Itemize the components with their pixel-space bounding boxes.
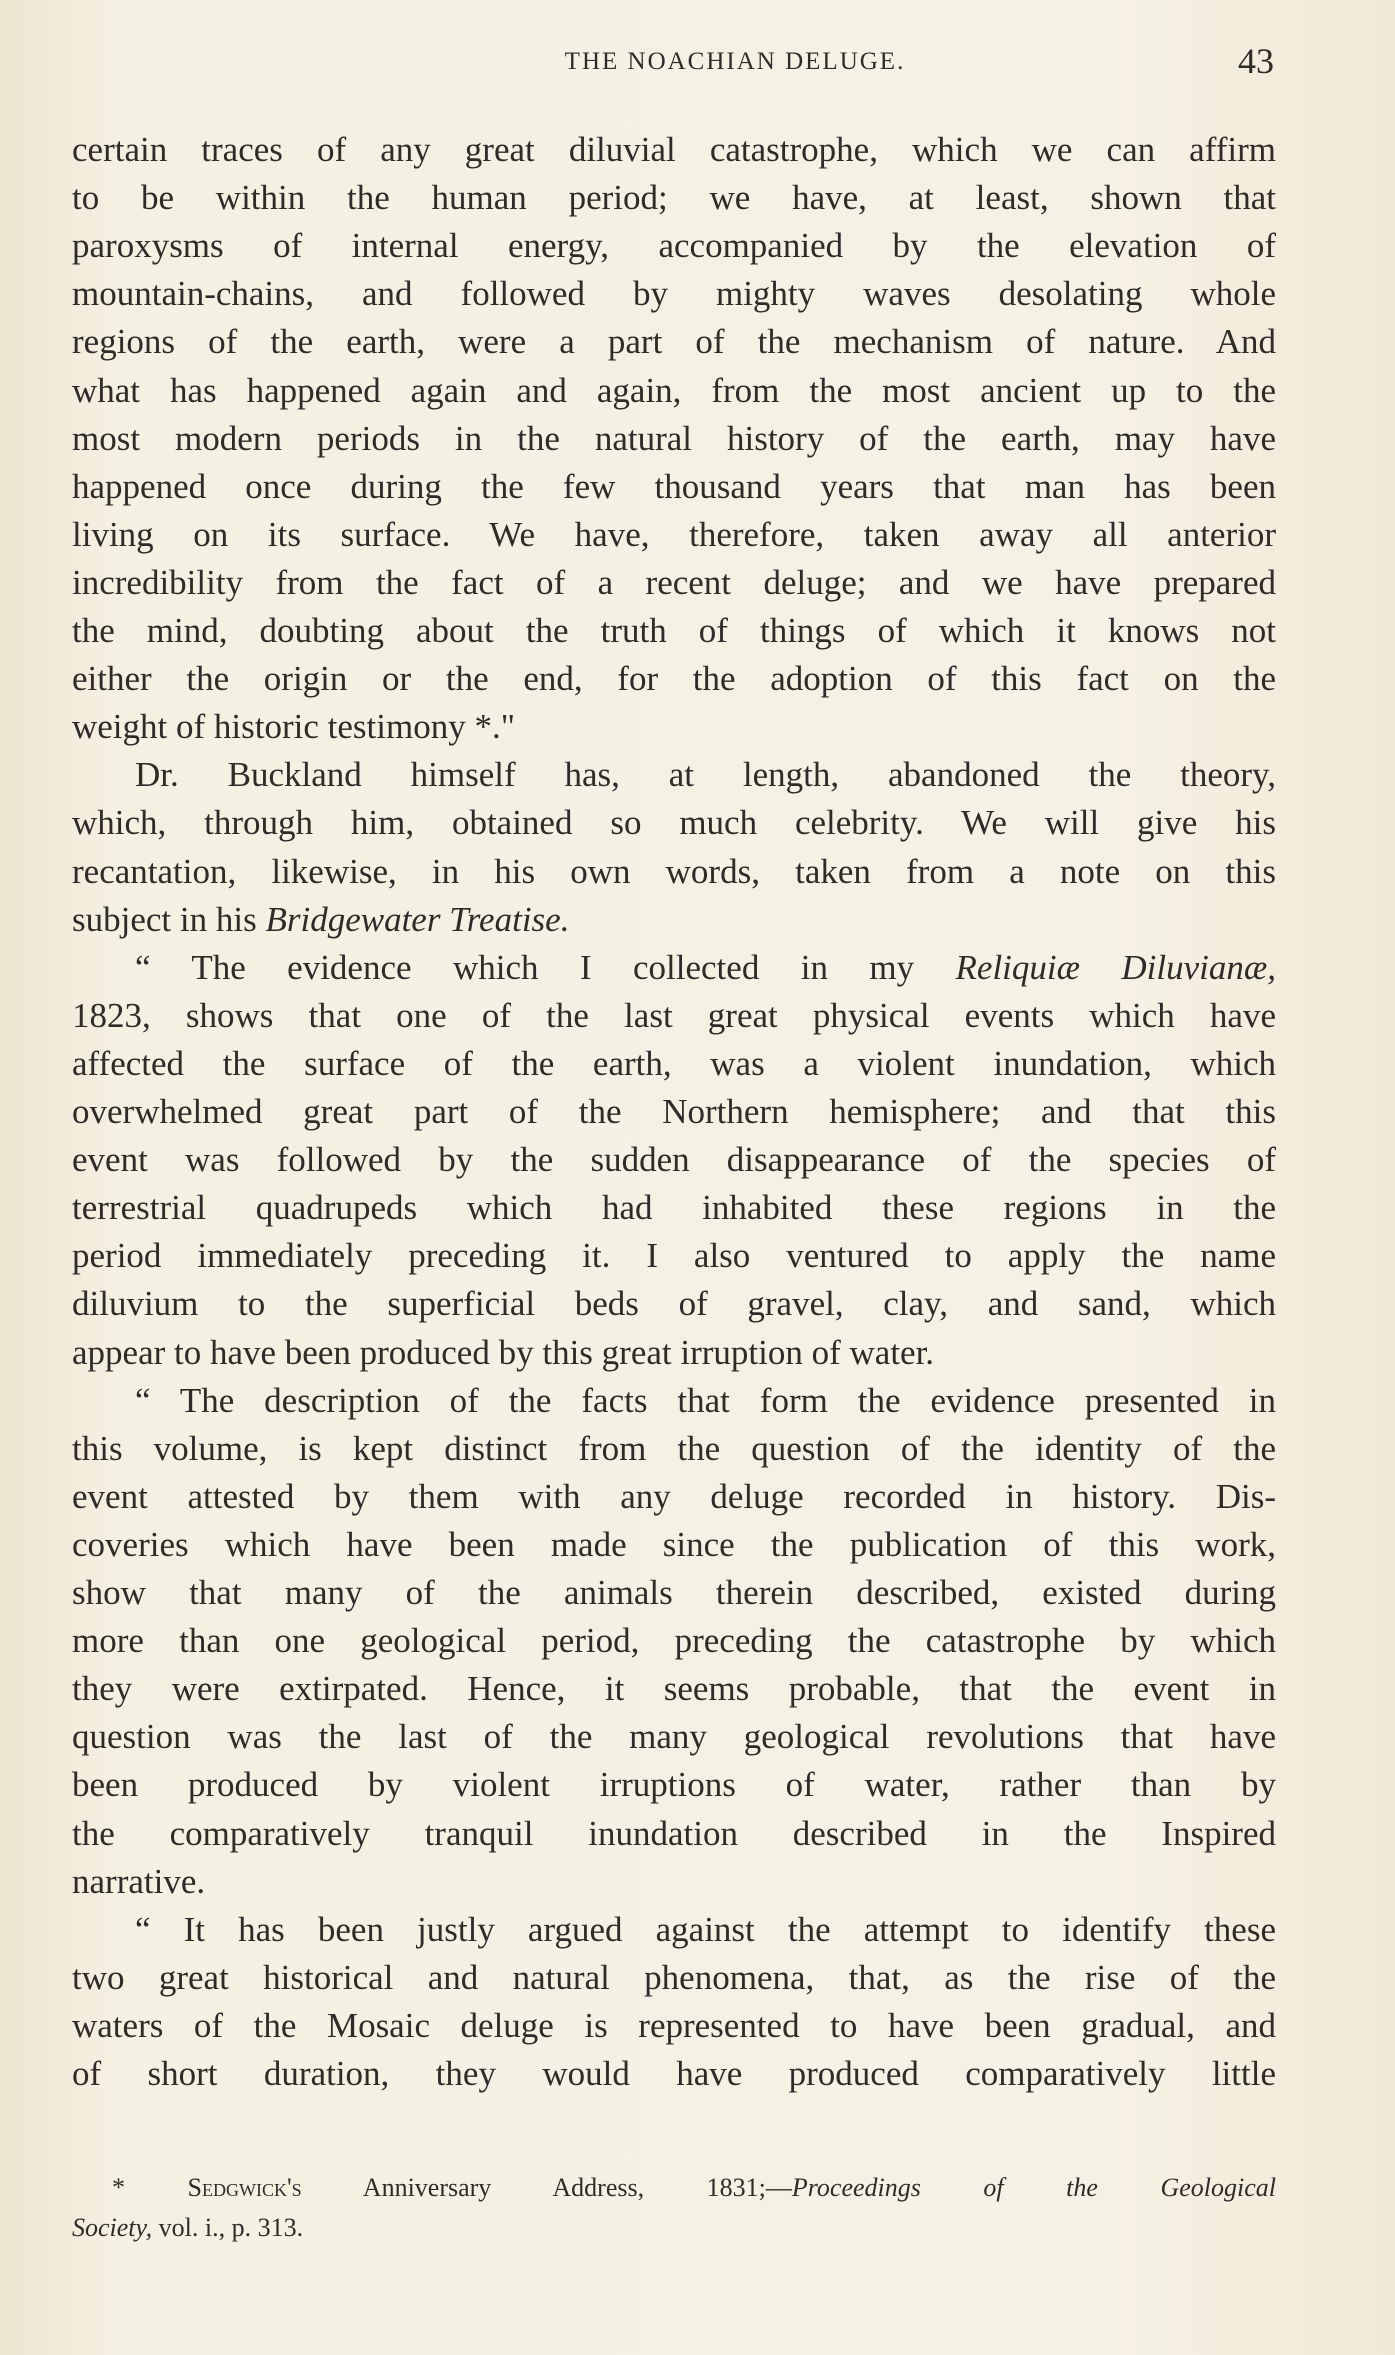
text-line <box>72 607 1276 655</box>
text-line <box>72 1665 1276 1713</box>
text-segment: overwhelmed great part of the Northern hemisphere; and that this <box>72 1092 1276 1131</box>
text-segment: diluvium to the superficial beds of gravel, clay, and sand, which <box>72 1284 1276 1324</box>
text-segment: Anniversary Address, 1831;— <box>301 2173 792 2202</box>
italic-text: Bridgewater Treatise. <box>265 899 570 939</box>
text-segment: question was the last of the many geological revolutions that have <box>72 1717 1276 1757</box>
text-segment: subject in his <box>72 899 266 939</box>
text-segment: show that many of the animals therein described, existed during <box>72 1573 1276 1612</box>
text-segment: certain traces of any great diluvial catastrophe, which we can affirm <box>72 130 1276 169</box>
text-segment: regions of the earth, were a part of the mechanism of nature. And <box>72 322 1276 362</box>
text-segment: most modern periods in the natural history of the earth, may have <box>72 418 1276 458</box>
text-line <box>72 559 1276 607</box>
page-number: 43 <box>1238 41 1274 81</box>
text-segment: appear to have been produced by this great irruption of water. <box>72 1332 935 1372</box>
text-line <box>72 848 1276 896</box>
text-segment: affected the surface of the earth, was a violent inundation, which <box>72 1043 1276 1083</box>
text-line <box>72 1713 1276 1761</box>
italic-text: Proceedings of the Geological <box>791 2173 1276 2202</box>
text-line <box>72 1232 1276 1280</box>
text-segment: “ It has been justly argued against the attempt to identify these <box>135 1909 1276 1949</box>
text-line <box>72 1280 1276 1328</box>
text-line <box>72 1136 1276 1184</box>
running-header: THE NOACHIAN DELUGE. <box>564 48 906 75</box>
text-line <box>72 318 1276 366</box>
text-line <box>72 703 1276 751</box>
text-segment: weight of historic testimony *." <box>72 707 515 747</box>
text-line <box>72 992 1276 1040</box>
text-line <box>72 1184 1276 1232</box>
text-segment: incredibility from the fact of a recent deluge; and we have prepared <box>72 562 1276 602</box>
text-line <box>135 751 1276 799</box>
text-segment: Sedgwick's <box>187 2173 302 2202</box>
text-line <box>72 2050 1276 2098</box>
text-segment: this volume, is kept distinct from the question of the identity of the <box>72 1428 1276 1468</box>
text-line <box>72 1329 1276 1377</box>
text-segment: “ The evidence which I collected in my <box>135 947 956 987</box>
text-line <box>72 1040 1276 1088</box>
text-segment: either the origin or the end, for the adoption of this fact on the <box>72 659 1276 699</box>
text-segment: living on its surface. We have, therefore, taken away all anterior <box>72 514 1276 554</box>
text-segment: “ The description of the facts that form the evidence presented in <box>135 1380 1276 1420</box>
text-line <box>72 415 1276 463</box>
text-segment: two great historical and natural phenomena, that, as the rise of the <box>72 1957 1276 1997</box>
text-segment: of short duration, they would have produced comparatively little <box>72 2054 1276 2093</box>
text-line <box>135 944 1276 992</box>
text-segment: to be within the human period; we have, at least, shown that <box>72 178 1276 218</box>
text-line <box>72 1473 1276 1521</box>
text-segment: they were extirpated. Hence, it seems probable, that the event in <box>72 1669 1276 1709</box>
text-line <box>72 222 1276 270</box>
text-segment: waters of the Mosaic deluge is represented to have been gradual, and <box>72 2005 1276 2045</box>
text-segment: event attested by them with any deluge recorded in history. Dis- <box>72 1476 1276 1516</box>
text-segment: more than one geological period, preceding the catastrophe by which <box>72 1621 1276 1661</box>
text-segment: 1823, shows that one of the last great physical events which have <box>72 995 1276 1035</box>
text-line <box>72 1521 1276 1569</box>
italic-text: Reliquiæ Diluvianæ, <box>955 947 1276 987</box>
text-line <box>72 1088 1276 1136</box>
text-line <box>72 2002 1276 2050</box>
text-segment: which, through him, obtained so much celebrity. We will give his <box>72 803 1276 843</box>
text-segment: been produced by violent irruptions of water, rather than by <box>72 1765 1276 1805</box>
text-line <box>72 367 1276 415</box>
text-line <box>135 1377 1276 1425</box>
text-line <box>72 511 1276 559</box>
text-segment: coveries which have been made since the publication of this work, <box>72 1524 1276 1564</box>
footnote-line <box>112 2168 1276 2208</box>
text-line <box>135 1906 1276 1954</box>
text-segment: vol. i., p. 313. <box>152 2213 304 2242</box>
text-line <box>72 1858 1276 1906</box>
footnote-line <box>72 2208 1276 2248</box>
text-segment: terrestrial quadrupeds which had inhabited these regions in the <box>72 1188 1276 1228</box>
text-line <box>72 1425 1276 1473</box>
text-segment: happened once during the few thousand years that man has been <box>72 466 1276 506</box>
text-line <box>72 463 1276 511</box>
text-segment: the mind, doubting about the truth of things of which it knows not <box>72 611 1276 650</box>
text-segment: period immediately preceding it. I also ventured to apply the name <box>72 1236 1276 1276</box>
text-line <box>72 174 1276 222</box>
text-segment: event was followed by the sudden disappearance of the species of <box>72 1140 1276 1180</box>
text-segment: mountain-chains, and followed by mighty waves desolating whole <box>72 274 1276 314</box>
text-segment: what has happened again and again, from the most ancient up to the <box>72 370 1276 410</box>
text-line <box>72 1810 1276 1858</box>
text-line <box>72 799 1276 847</box>
text-line <box>72 1761 1276 1809</box>
text-segment: the comparatively tranquil inundation described in the Inspired <box>72 1813 1276 1853</box>
text-line <box>72 270 1276 318</box>
text-line <box>72 126 1276 174</box>
text-line <box>72 1569 1276 1617</box>
text-line <box>72 655 1276 703</box>
text-segment: narrative. <box>72 1861 206 1901</box>
text-segment: paroxysms of internal energy, accompanied by the elevation of <box>72 226 1276 266</box>
italic-text: Society, <box>72 2213 153 2242</box>
text-segment: recantation, likewise, in his own words, taken from a note on this <box>72 851 1276 891</box>
text-line <box>72 1954 1276 2002</box>
text-line <box>72 1617 1276 1665</box>
text-line <box>72 896 1276 944</box>
text-segment: Dr. Buckland himself has, at length, abandoned the theory, <box>135 755 1276 795</box>
text-segment: * <box>112 2173 188 2202</box>
